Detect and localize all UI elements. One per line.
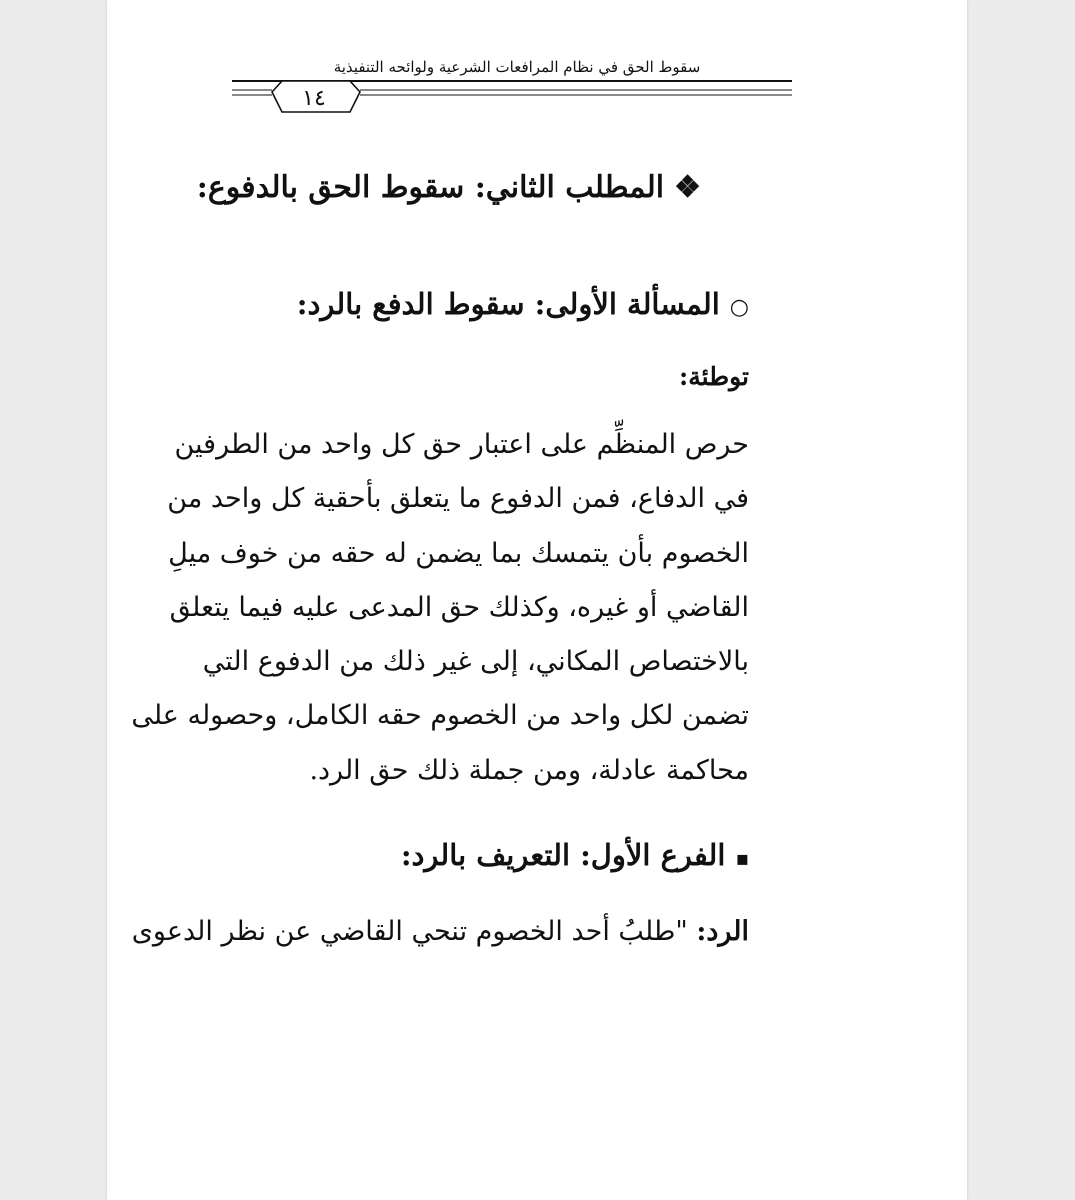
paragraph-line: حرص المنظِّم على اعتبار حق كل واحد من الطرفين [174,429,749,460]
page-number: ١٤ [302,86,326,111]
paragraph-line: تضمن لكل واحد من الخصوم حقه الكامل، وحصوله على [131,700,749,732]
document-page [107,0,967,1200]
section-heading [196,170,701,205]
paragraph-line: في الدفاع، فمن الدفوع ما يتعلق بأحقية كل واحد من [167,483,749,515]
subsection-heading-text: المسألة الأولى: سقوط الدفع بالرد: [296,287,720,321]
paragraph-line: القاضي أو غيره، وكذلك حق المدعى عليه فيما يتعلق [169,591,749,623]
intro-paragraph [131,418,749,798]
intro-label: توطئة: [679,362,749,391]
running-header: سقوط الحق في نظام المرافعات الشرعية ولوائحه التنفيذية [333,58,701,76]
paragraph-line: الخصوم بأن يتمسك بما يضمن له حقه من خوف ميلِ [168,537,749,569]
branch-heading-text: الفرع الأول: التعريف بالرد: [400,838,726,872]
branch-heading [229,838,749,872]
paragraph-line: محاكمة عادلة، ومن جملة ذلك حق الرد. [309,754,749,786]
subsection-heading [229,287,749,321]
diamond-bullet-icon: ❖ [674,170,701,205]
circle-bullet-icon: ○ [729,295,749,320]
paragraph-line: بالاختصاص المكاني، إلى غير ذلك من الدفوع التي [202,646,749,678]
definition-term: الرد: [696,916,749,947]
square-bullet-icon: ▪ [735,846,749,870]
definition-text: "طلبُ أحد الخصوم تنحي القاضي عن نظر الدعوى [131,916,697,947]
definition-line [131,916,749,947]
section-heading-text: المطلب الثاني: سقوط الحق بالدفوع: [196,170,665,205]
